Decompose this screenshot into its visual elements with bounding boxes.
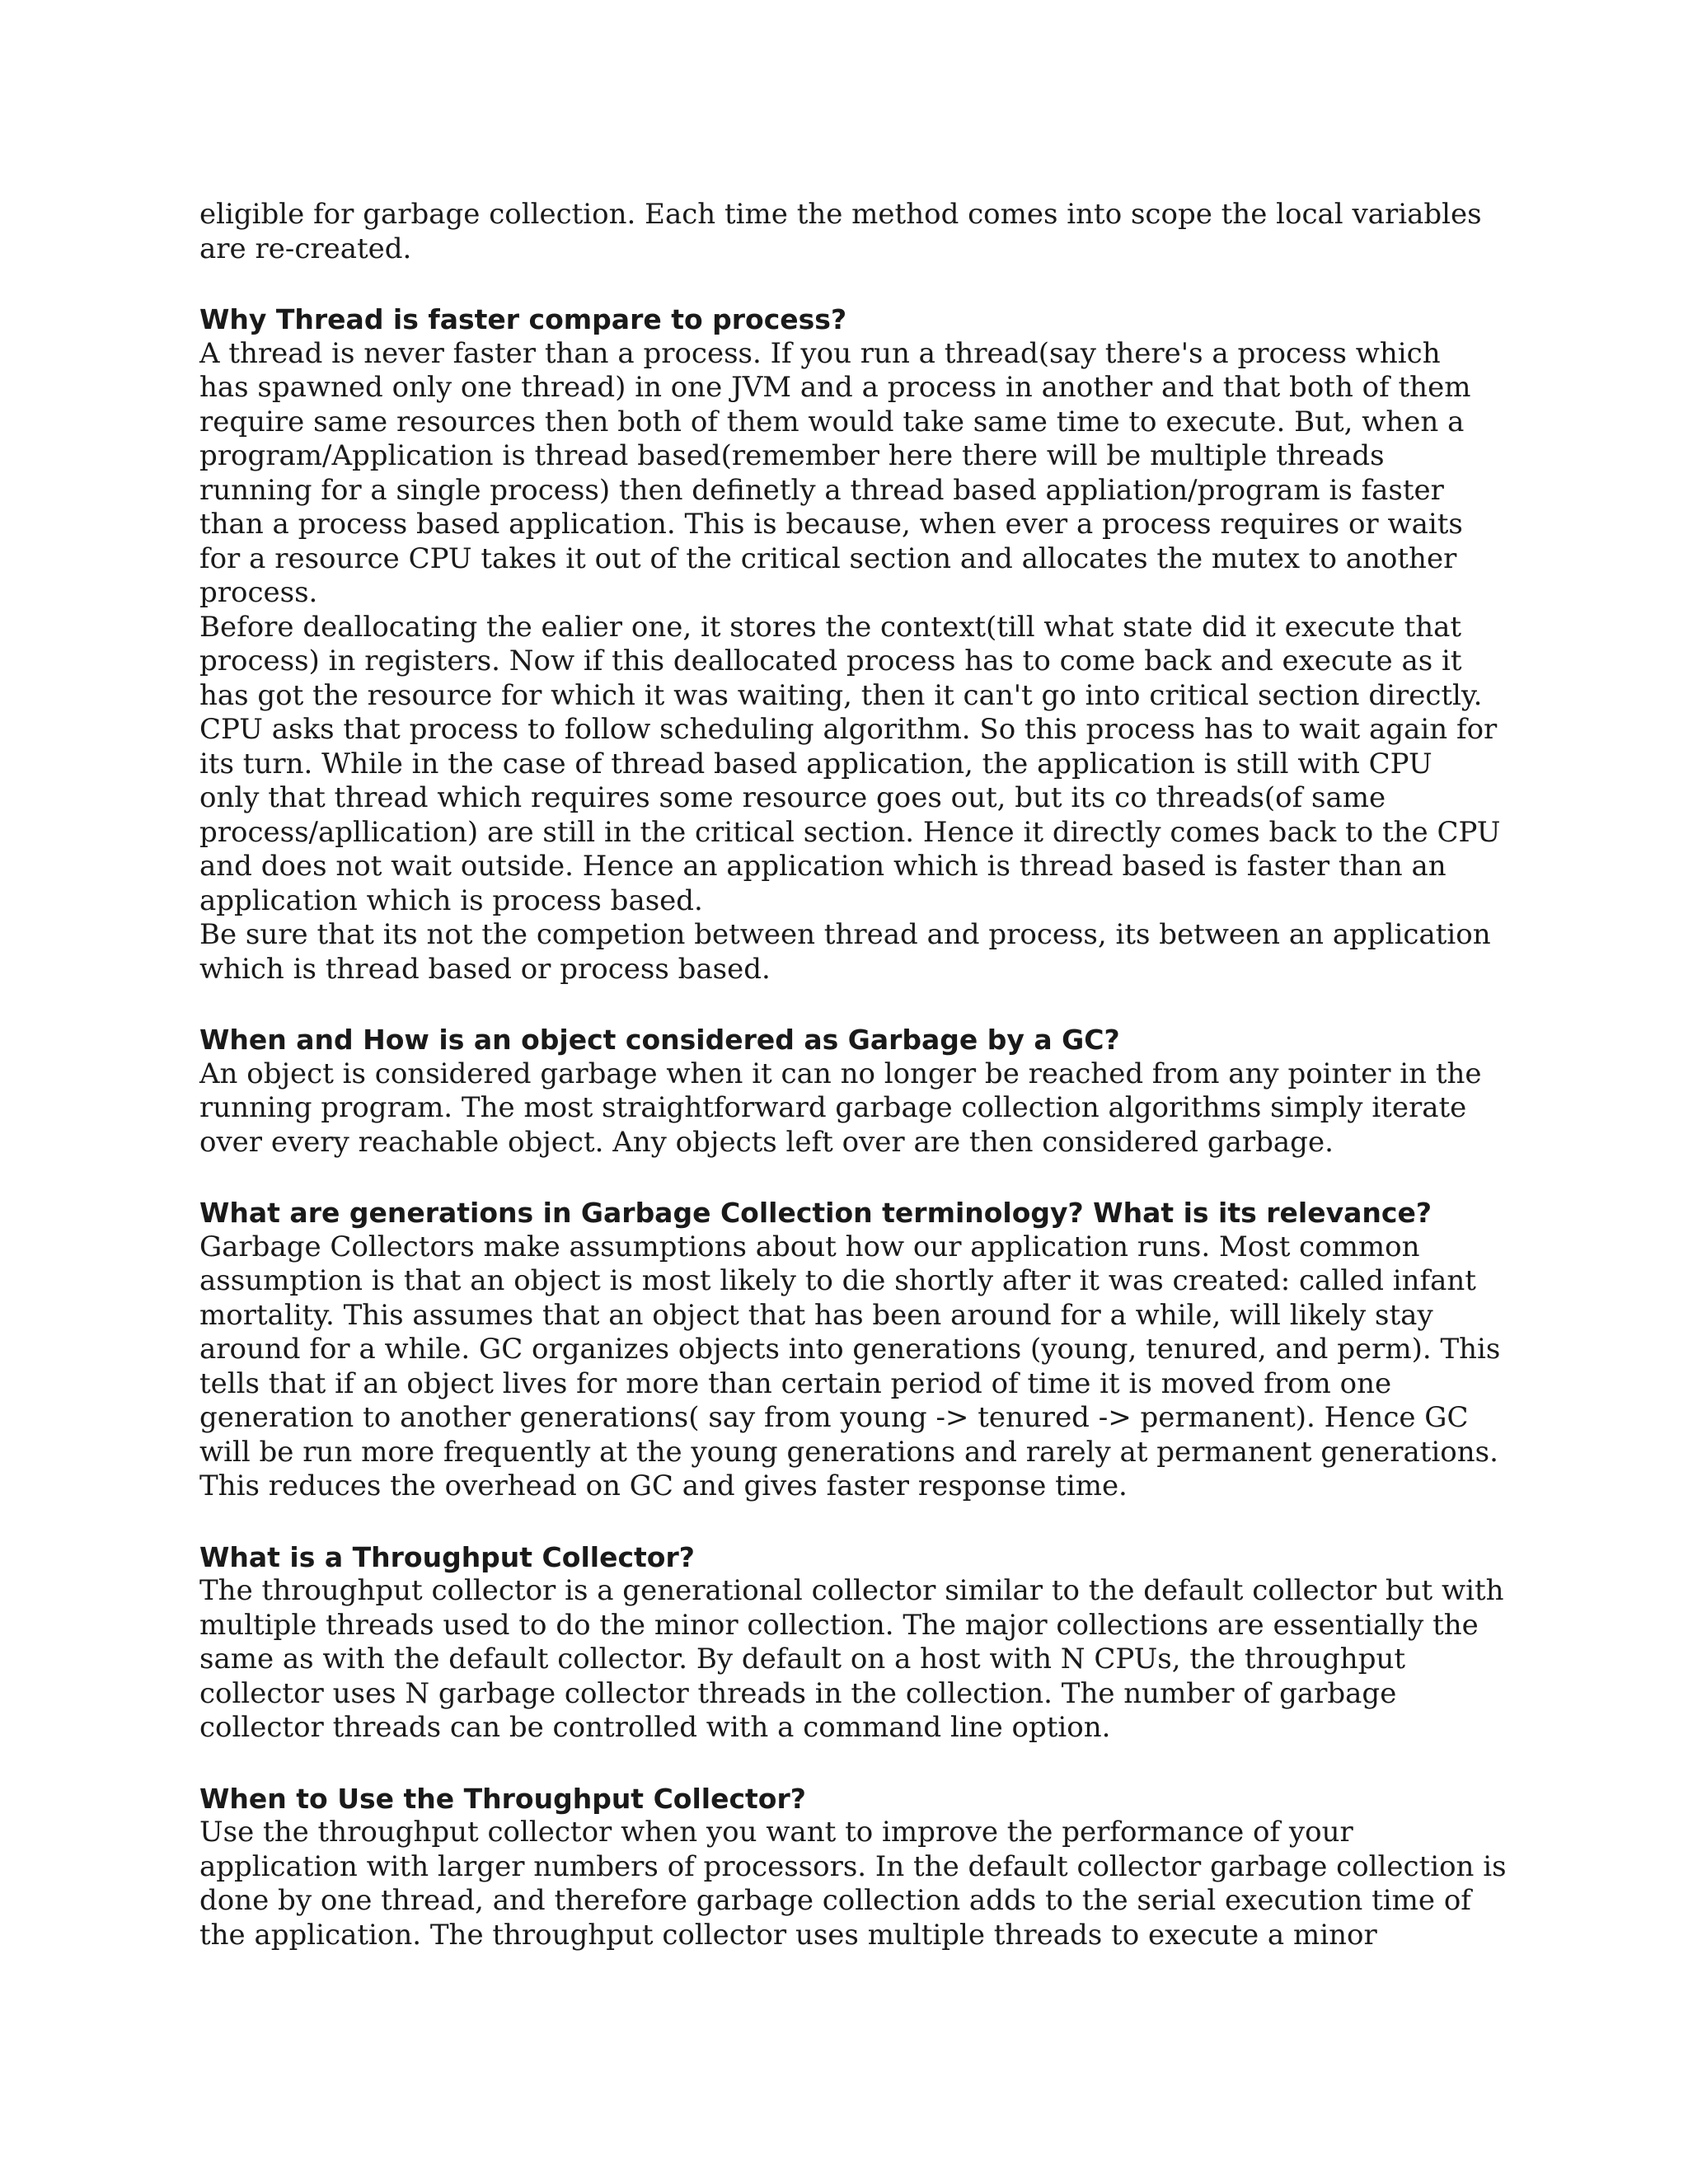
text-line: Garbage Collectors make assumptions about how our application runs. Most common: [199, 1230, 1420, 1263]
section-gap: [199, 987, 1502, 1023]
section-gap: [199, 266, 1502, 302]
text-line: generation to another generations( say from young -> tenured -> permanent). Hence GC: [199, 1401, 1469, 1434]
section-gap: [199, 1504, 1502, 1540]
body-paragraph: [199, 1230, 1502, 1504]
text-line: only that thread which requires some resource goes out, but its co threads(of same: [199, 781, 1386, 814]
section-heading: What are generations in Garbage Collection terminology? What is its relevance?: [199, 1197, 1432, 1229]
text-line: process.: [199, 576, 318, 609]
section-gap: [199, 1746, 1502, 1782]
text-line: eligible for garbage collection. Each time the method comes into scope the local variables: [199, 198, 1482, 231]
body-paragraph: [199, 1057, 1502, 1160]
text-line: are re-created.: [199, 232, 412, 265]
text-line: require same resources then both of them would take same time to execute. But, when a: [199, 405, 1465, 438]
text-line: has got the resource for which it was waiting, then it can't go into critical section directly.: [199, 678, 1483, 712]
text-line: than a process based application. This is because, when ever a process requires or waits: [199, 508, 1463, 541]
body-paragraph: [199, 1574, 1502, 1746]
text-line: A thread is never faster than a process. If you run a thread(say there's a process which: [199, 336, 1441, 370]
section-heading: Why Thread is faster compare to process?: [199, 303, 847, 335]
text-line: process) in registers. Now if this deallocated process has to come back and execute as it: [199, 644, 1462, 677]
text-line: around for a while. GC organizes objects into generations (young, tenured, and perm). This: [199, 1333, 1501, 1366]
text-line: will be run more frequently at the young generations and rarely at permanent generations.: [199, 1435, 1498, 1469]
text-line: same as with the default collector. By default on a host with N CPUs, the throughput: [199, 1643, 1406, 1675]
text-line: done by one thread, and therefore garbage collection adds to the serial execution time of: [199, 1884, 1471, 1917]
section-throughput-collector: [199, 1540, 1502, 1746]
body-paragraph: [199, 611, 1502, 919]
text-line: CPU asks that process to follow scheduling algorithm. So this process has to wait again for: [199, 713, 1498, 746]
body-paragraph: [199, 1816, 1507, 1952]
text-line: over every reachable object. Any objects left over are then considered garbage.: [199, 1125, 1334, 1159]
text-line: running program. The most straightforward garbage collection algorithms simply iterate: [199, 1091, 1467, 1124]
text-line: collector threads can be controlled with a command line option.: [199, 1711, 1111, 1744]
section-gap: [199, 1160, 1502, 1196]
text-line: This reduces the overhead on GC and gives faster response time.: [199, 1469, 1128, 1502]
text-line: multiple threads used to do the minor collection. The major collections are essentially the: [199, 1608, 1479, 1642]
section-when-to-use-throughput: [199, 1782, 1507, 1953]
text-line: the application. The throughput collector uses multiple threads to execute a minor: [199, 1918, 1377, 1952]
text-line: The throughput collector is a generational collector similar to the default collector but with: [199, 1574, 1504, 1607]
text-line: tells that if an object lives for more than certain period of time it is moved from one: [199, 1366, 1392, 1400]
text-line: running for a single process) then definetly a thread based appliation/program is faster: [199, 473, 1444, 507]
text-line: program/Application is thread based(remember here there will be multiple threads: [199, 439, 1385, 472]
text-line: mortality. This assumes that an object that has been around for a while, will likely stay: [199, 1298, 1433, 1332]
section-gc-generations: [199, 1196, 1502, 1504]
body-paragraph: [199, 918, 1502, 987]
text-line: An object is considered garbage when it can no longer be reached from any pointer in the: [199, 1057, 1482, 1090]
section-thread-vs-process: [199, 302, 1502, 987]
text-line: and does not wait outside. Hence an application which is thread based is faster than an: [199, 850, 1447, 883]
section-heading: What is a Throughput Collector?: [199, 1540, 695, 1573]
text-line: process/apllication) are still in the critical section. Hence it directly comes back to the CPU: [199, 815, 1501, 849]
intro-paragraph: [199, 198, 1502, 266]
body-paragraph: [199, 337, 1502, 611]
section-heading: When to Use the Throughput Collector?: [199, 1782, 806, 1815]
document-page: [199, 198, 1507, 1952]
text-line: its turn. While in the case of thread based application, the application is still with CPU: [199, 747, 1432, 780]
section-garbage-definition: [199, 1023, 1502, 1160]
text-line: Before deallocating the ealier one, it stores the context(till what state did it execute that: [199, 610, 1462, 644]
text-line: which is thread based or process based.: [199, 952, 771, 986]
text-line: has spawned only one thread) in one JVM and a process in another and that both of them: [199, 371, 1471, 404]
text-line: application with larger numbers of processors. In the default collector garbage collection is: [199, 1849, 1507, 1883]
text-line: Use the throughput collector when you want to improve the performance of your: [199, 1816, 1353, 1849]
text-line: assumption is that an object is most likely to die shortly after it was created: called infant: [199, 1264, 1476, 1297]
text-line: for a resource CPU takes it out of the critical section and allocates the mutex to another: [199, 541, 1457, 575]
text-line: application which is process based.: [199, 883, 703, 917]
text-line: Be sure that its not the competion between thread and process, its between an application: [199, 918, 1491, 951]
section-heading: When and How is an object considered as Garbage by a GC?: [199, 1024, 1120, 1056]
text-line: collector uses N garbage collector threads in the collection. The number of garbage: [199, 1676, 1397, 1710]
